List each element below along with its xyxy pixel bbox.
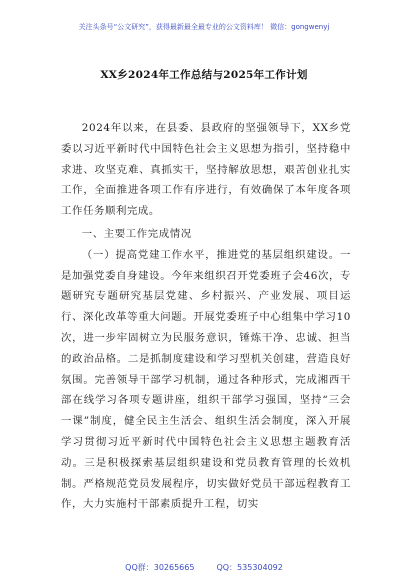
body-paragraph: （一）提高党建工作水平，推进党的基层组织建设。一是加强党委自身建设。今年来组织召开党委班子会46次，专题研究专题研究基层党建、乡村振兴、产业发展、项目运行、深化改革等重大问题。开展党委班子中心组集中学习10次，进一步牢固树立为民服务意识，锤炼干净、忠诚、担当的政治品格。二是抓制度建设和学习型机关创建，营造良好氛围。完善领导干部学习机制，通过各种形式，完成湘西干部在线学习各项专题讲座，组织干部学习强国，坚持“三会一课”制度，健全民主生活会、组织生活会制度，深入开展学习贯彻习近平新时代中国特色社会主义思想主题教育活动。三是积极探索基层组织建设和党员教育管理的长效机制。严格规范党员发展程序，切实做好党员干部远程教育工作，大力实施村干部素质提升工程，切实 [61, 248, 351, 511]
document-body [61, 118, 351, 515]
qq-group-text: QQ群：30265665 [125, 563, 195, 572]
intro-paragraph: 2024年以来，在县委、县政府的坚强领导下，XX乡党委以习近平新时代中国特色社会主义思想为指引，坚持稳中求进、攻坚克难、真抓实干，坚持解放思想，艰苦创业扎实工作，全面推进各项工作有序进行，有效确保了本年度各项工作任务顺利完成。 [61, 122, 351, 218]
section-heading: 一、主要工作完成情况 [81, 227, 192, 240]
top-banner: 关注头条号“公文研究”，获得最新最全最专业的公文资料库！ 微信：gongwenyj [78, 23, 330, 31]
footer-contact [0, 562, 408, 573]
qq-number-text: QQ：535304092 [216, 563, 283, 572]
document-title: XX乡2024年工作总结与2025年工作计划 [100, 69, 308, 81]
